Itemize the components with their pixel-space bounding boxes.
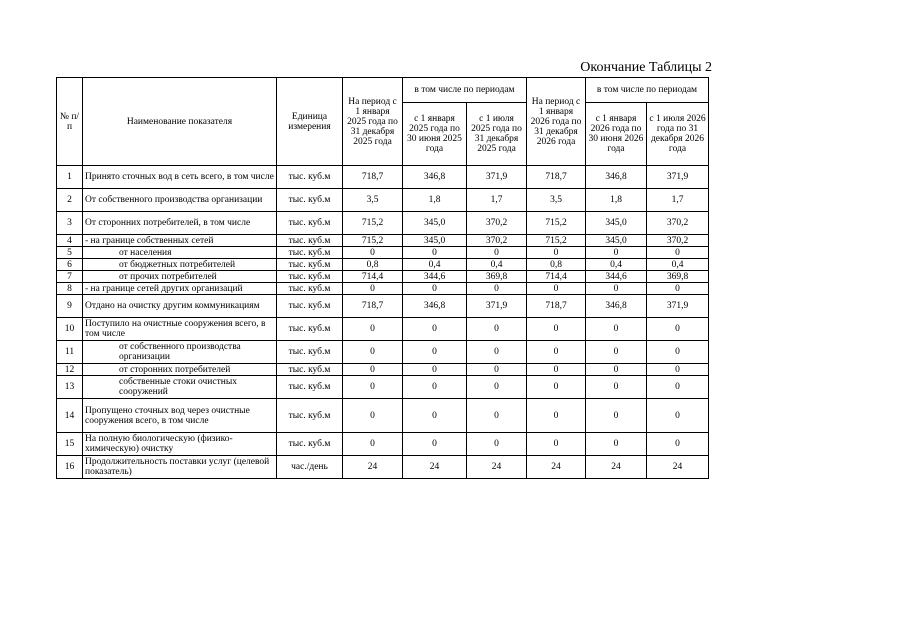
- value-cell: 0: [467, 283, 527, 295]
- value-cell: 0: [647, 433, 709, 456]
- value-cell: 344,6: [586, 271, 647, 283]
- value-cell: 0: [527, 376, 586, 399]
- col-header-h2-2025: с 1 июля 2025 года по 31 декабря 2025 года: [467, 103, 527, 166]
- value-cell: 0: [647, 376, 709, 399]
- value-cell: 0: [527, 399, 586, 433]
- unit-cell: тыс. куб.м: [277, 271, 343, 283]
- indicator-name-cell: От собственного производства организации: [83, 189, 277, 212]
- table-caption: Окончание Таблицы 2: [580, 60, 712, 75]
- value-cell: 0: [403, 341, 467, 364]
- value-cell: 345,0: [586, 235, 647, 247]
- value-cell: 0: [343, 364, 403, 376]
- row-number-cell: 7: [57, 271, 83, 283]
- value-cell: 0: [343, 376, 403, 399]
- value-cell: 0: [403, 283, 467, 295]
- value-cell: 0: [467, 341, 527, 364]
- value-cell: 0: [586, 399, 647, 433]
- unit-cell: тыс. куб.м: [277, 283, 343, 295]
- unit-cell: тыс. куб.м: [277, 212, 343, 235]
- indicator-name-cell: собственные стоки очистных сооружений: [83, 376, 277, 399]
- value-cell: 346,8: [586, 166, 647, 189]
- value-cell: 0,4: [647, 259, 709, 271]
- indicator-name-cell: На полную биологическую (физико-химическую) очистку: [83, 433, 277, 456]
- unit-cell: час./день: [277, 456, 343, 479]
- value-cell: 24: [467, 456, 527, 479]
- value-cell: 0: [343, 283, 403, 295]
- value-cell: 0: [467, 364, 527, 376]
- value-cell: 718,7: [527, 295, 586, 318]
- value-cell: 371,9: [467, 166, 527, 189]
- indicator-name-cell: от бюджетных потребителей: [83, 259, 277, 271]
- table-row: [57, 295, 709, 318]
- indicator-name-cell: от собственного производства организации: [83, 341, 277, 364]
- value-cell: 0: [343, 247, 403, 259]
- value-cell: 715,2: [343, 212, 403, 235]
- table-row: [57, 212, 709, 235]
- value-cell: 1,8: [586, 189, 647, 212]
- value-cell: 715,2: [527, 212, 586, 235]
- unit-cell: тыс. куб.м: [277, 364, 343, 376]
- table-row: [57, 259, 709, 271]
- indicator-name-cell: От сторонних потребителей, в том числе: [83, 212, 277, 235]
- value-cell: 718,7: [343, 166, 403, 189]
- row-number-cell: 12: [57, 364, 83, 376]
- value-cell: 718,7: [343, 295, 403, 318]
- col-header-incl-2026: в том числе по периодам: [586, 78, 709, 103]
- col-header-name: Наименование показателя: [83, 78, 277, 166]
- table-row: [57, 433, 709, 456]
- value-cell: 3,5: [343, 189, 403, 212]
- value-cell: 371,9: [467, 295, 527, 318]
- value-cell: 0: [647, 364, 709, 376]
- value-cell: 0: [527, 247, 586, 259]
- value-cell: 0: [586, 247, 647, 259]
- value-cell: 346,8: [403, 166, 467, 189]
- unit-cell: тыс. куб.м: [277, 376, 343, 399]
- value-cell: 370,2: [647, 212, 709, 235]
- indicator-name-cell: Пропущено сточных вод через очистные сооружения всего, в том числе: [83, 399, 277, 433]
- value-cell: 0: [647, 341, 709, 364]
- value-cell: 718,7: [527, 166, 586, 189]
- unit-cell: тыс. куб.м: [277, 399, 343, 433]
- table-row: [57, 247, 709, 259]
- table-row: [57, 283, 709, 295]
- indicator-name-cell: от населения: [83, 247, 277, 259]
- value-cell: 0,4: [467, 259, 527, 271]
- value-cell: 0: [586, 341, 647, 364]
- unit-cell: тыс. куб.м: [277, 295, 343, 318]
- row-number-cell: 2: [57, 189, 83, 212]
- table-row: [57, 341, 709, 364]
- row-number-cell: 3: [57, 212, 83, 235]
- col-header-h1-2025: с 1 января 2025 года по 30 июня 2025 года: [403, 103, 467, 166]
- table-row: [57, 376, 709, 399]
- unit-cell: тыс. куб.м: [277, 341, 343, 364]
- row-number-cell: 11: [57, 341, 83, 364]
- unit-cell: тыс. куб.м: [277, 166, 343, 189]
- value-cell: 0: [343, 433, 403, 456]
- row-number-cell: 14: [57, 399, 83, 433]
- row-number-cell: 15: [57, 433, 83, 456]
- value-cell: 0: [647, 318, 709, 341]
- table-row: [57, 456, 709, 479]
- value-cell: 0,8: [527, 259, 586, 271]
- indicator-name-cell: Поступило на очистные сооружения всего, в том числе: [83, 318, 277, 341]
- value-cell: 0: [586, 433, 647, 456]
- value-cell: 370,2: [467, 212, 527, 235]
- value-cell: 0: [527, 283, 586, 295]
- value-cell: 345,0: [403, 212, 467, 235]
- value-cell: 715,2: [343, 235, 403, 247]
- value-cell: 0: [403, 433, 467, 456]
- value-cell: 714,4: [527, 271, 586, 283]
- value-cell: 0: [343, 399, 403, 433]
- value-cell: 1,8: [403, 189, 467, 212]
- value-cell: 0: [467, 376, 527, 399]
- table-row: [57, 399, 709, 433]
- indicator-name-cell: Продолжительность поставки услуг (целевой показатель): [83, 456, 277, 479]
- value-cell: 0: [467, 318, 527, 341]
- value-cell: 369,8: [647, 271, 709, 283]
- indicator-name-cell: от сторонних потребителей: [83, 364, 277, 376]
- value-cell: 0: [647, 399, 709, 433]
- value-cell: 24: [586, 456, 647, 479]
- value-cell: 24: [343, 456, 403, 479]
- col-header-period-2026: На период с 1 января 2026 года по 31 декабря 2026 года: [527, 78, 586, 166]
- unit-cell: тыс. куб.м: [277, 189, 343, 212]
- unit-cell: тыс. куб.м: [277, 318, 343, 341]
- table-row: [57, 364, 709, 376]
- col-header-incl-2025: в том числе по периодам: [403, 78, 527, 103]
- table-row: [57, 235, 709, 247]
- value-cell: 0: [527, 433, 586, 456]
- value-cell: 0,8: [343, 259, 403, 271]
- row-number-cell: 16: [57, 456, 83, 479]
- value-cell: 0: [586, 318, 647, 341]
- value-cell: 715,2: [527, 235, 586, 247]
- value-cell: 0: [467, 433, 527, 456]
- value-cell: 1,7: [467, 189, 527, 212]
- value-cell: 371,9: [647, 295, 709, 318]
- row-number-cell: 1: [57, 166, 83, 189]
- row-number-cell: 6: [57, 259, 83, 271]
- value-cell: 0: [647, 283, 709, 295]
- unit-cell: тыс. куб.м: [277, 235, 343, 247]
- value-cell: 1,7: [647, 189, 709, 212]
- value-cell: 24: [647, 456, 709, 479]
- row-number-cell: 10: [57, 318, 83, 341]
- indicator-name-cell: Принято сточных вод в сеть всего, в том числе: [83, 166, 277, 189]
- value-cell: 24: [403, 456, 467, 479]
- table-row: [57, 189, 709, 212]
- value-cell: 0: [403, 399, 467, 433]
- row-number-cell: 9: [57, 295, 83, 318]
- unit-cell: тыс. куб.м: [277, 433, 343, 456]
- table-row: [57, 318, 709, 341]
- indicator-name-cell: - на границе сетей других организаций: [83, 283, 277, 295]
- value-cell: 0: [403, 318, 467, 341]
- value-cell: 0: [343, 318, 403, 341]
- col-header-h2-2026: с 1 июля 2026 года по 31 декабря 2026 года: [647, 103, 709, 166]
- indicator-name-cell: Отдано на очистку другим коммуникациям: [83, 295, 277, 318]
- value-cell: 345,0: [586, 212, 647, 235]
- value-cell: 0,4: [586, 259, 647, 271]
- value-cell: 0: [403, 376, 467, 399]
- value-cell: 346,8: [586, 295, 647, 318]
- value-cell: 0: [527, 364, 586, 376]
- value-cell: 0: [467, 399, 527, 433]
- value-cell: 344,6: [403, 271, 467, 283]
- unit-cell: тыс. куб.м: [277, 247, 343, 259]
- value-cell: 714,4: [343, 271, 403, 283]
- table-row: [57, 166, 709, 189]
- unit-cell: тыс. куб.м: [277, 259, 343, 271]
- value-cell: 345,0: [403, 235, 467, 247]
- row-number-cell: 5: [57, 247, 83, 259]
- col-header-unit: Единица измерения: [277, 78, 343, 166]
- value-cell: 0,4: [403, 259, 467, 271]
- col-header-period-2025: На период с 1 января 2025 года по 31 декабря 2025 года: [343, 78, 403, 166]
- value-cell: 0: [586, 283, 647, 295]
- value-cell: 0: [647, 247, 709, 259]
- value-cell: 0: [467, 247, 527, 259]
- indicator-name-cell: - на границе собственных сетей: [83, 235, 277, 247]
- value-cell: 24: [527, 456, 586, 479]
- table-row: [57, 271, 709, 283]
- value-cell: 370,2: [647, 235, 709, 247]
- value-cell: 369,8: [467, 271, 527, 283]
- value-cell: 0: [586, 376, 647, 399]
- value-cell: 371,9: [647, 166, 709, 189]
- value-cell: 370,2: [467, 235, 527, 247]
- value-cell: 0: [403, 247, 467, 259]
- indicator-name-cell: от прочих потребителей: [83, 271, 277, 283]
- value-cell: 0: [343, 341, 403, 364]
- table-body: [57, 166, 709, 479]
- value-cell: 0: [403, 364, 467, 376]
- col-header-h1-2026: с 1 января 2026 года по 30 июня 2026 года: [586, 103, 647, 166]
- value-cell: 0: [586, 364, 647, 376]
- value-cell: 0: [527, 318, 586, 341]
- row-number-cell: 8: [57, 283, 83, 295]
- data-table: [56, 77, 709, 479]
- value-cell: 3,5: [527, 189, 586, 212]
- row-number-cell: 4: [57, 235, 83, 247]
- value-cell: 346,8: [403, 295, 467, 318]
- row-number-cell: 13: [57, 376, 83, 399]
- value-cell: 0: [527, 341, 586, 364]
- col-header-num: № п/п: [57, 78, 83, 166]
